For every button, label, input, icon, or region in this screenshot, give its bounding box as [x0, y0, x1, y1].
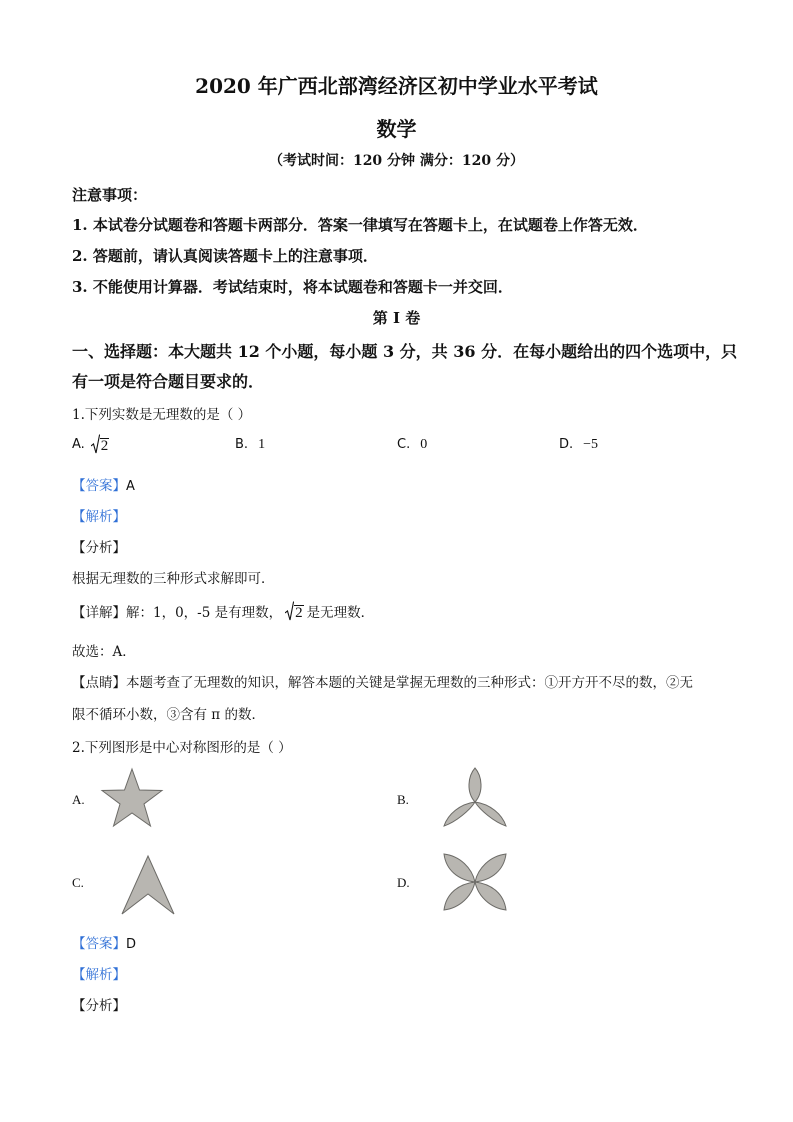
q1-option-c	[397, 437, 427, 453]
q2-answer	[72, 932, 136, 952]
q2-analysis-tag: 【解析】	[72, 967, 126, 983]
sqrt-icon	[285, 601, 304, 621]
notes-heading: 注意事项：	[72, 186, 148, 204]
q1-option-d-value: −5	[583, 437, 599, 452]
q1-option-d	[559, 437, 598, 453]
three-petal-icon	[440, 766, 510, 830]
q1-detail-tag: 【详解】	[72, 605, 126, 621]
four-petal-icon	[440, 850, 510, 914]
q1-fenxi-tag: 【分析】	[72, 540, 126, 556]
q1-dianjing-text1: 本题考查了无理数的知识，解答本题的关键是掌握无理数的三种形式：①开方开不尽的数，②无	[126, 675, 693, 691]
q1-option-c-value: 0	[420, 437, 428, 452]
q1-answer	[72, 474, 135, 494]
q1-option-a-letter: A.	[72, 436, 85, 452]
q2-option-c-letter: C.	[72, 875, 84, 890]
star-icon	[100, 767, 164, 829]
q2-answer-tag: 【答案】	[72, 936, 126, 952]
q1-option-c-letter: C.	[397, 437, 411, 452]
q2-option-d-letter: D.	[397, 875, 410, 890]
q2-stem: 2.下列图形是中心对称图形的是（ ）	[72, 740, 292, 756]
q1-choose: 故选：A．	[72, 644, 136, 660]
q1-dianjing-tag: 【点睛】	[72, 675, 126, 691]
q1-dianjing-line1	[72, 671, 693, 691]
volume-label: 第 I 卷	[372, 309, 421, 327]
q1-option-d-letter: D.	[559, 437, 574, 452]
q2-fenxi-tag: 【分析】	[72, 998, 126, 1014]
note-item-2: 2. 答题前，请认真阅读答题卡上的注意事项．	[72, 247, 378, 265]
q2-option-a-letter: A.	[72, 792, 85, 807]
exam-info: （考试时间：120 分钟 满分：120 分）	[268, 153, 525, 169]
q1-option-a-radicand: 2	[100, 438, 109, 454]
exam-subject: 数学	[376, 117, 417, 141]
q1-detail-radicand: 2	[295, 605, 303, 621]
q1-analysis-tag: 【解析】	[72, 509, 126, 525]
q1-stem: 1.下列实数是无理数的是（ ）	[72, 407, 252, 423]
q1-detail	[72, 601, 374, 621]
q1-option-b-value: 1	[258, 437, 266, 452]
q1-fenxi-text: 根据无理数的三种形式求解即可．	[72, 571, 275, 587]
q1-answer-tag: 【答案】	[72, 478, 126, 494]
arrowhead-icon	[120, 854, 176, 916]
section1-line2: 有一项是符合题目要求的．	[72, 372, 265, 391]
q1-answer-value: A	[126, 479, 135, 494]
q1-detail-pre: 解：1，0，-5 是有理数，	[126, 605, 283, 621]
sqrt-icon	[91, 434, 110, 454]
q1-dianjing-line2: 限不循环小数，③含有 π 的数．	[72, 707, 265, 723]
q2-option-b-letter: B.	[397, 792, 409, 807]
q1-option-b-letter: B.	[235, 437, 249, 452]
note-item-1: 1. 本试卷分试题卷和答题卡两部分．答案一律填写在答题卡上，在试题卷上作答无效．	[72, 216, 648, 234]
q2-answer-value: D	[126, 937, 137, 952]
note-item-3: 3. 不能使用计算器．考试结束时，将本试题卷和答题卡一并交回．	[72, 278, 513, 296]
exam-title: 2020 年广西北部湾经济区初中学业水平考试	[195, 74, 598, 98]
section1-line1: 一、选择题：本大题共 12 个小题，每小题 3 分，共 36 分．在每小题给出的四个选项中，只	[72, 342, 738, 361]
q1-detail-post: 是无理数．	[306, 605, 375, 621]
q1-option-a	[72, 434, 109, 454]
q1-option-b	[235, 437, 265, 453]
